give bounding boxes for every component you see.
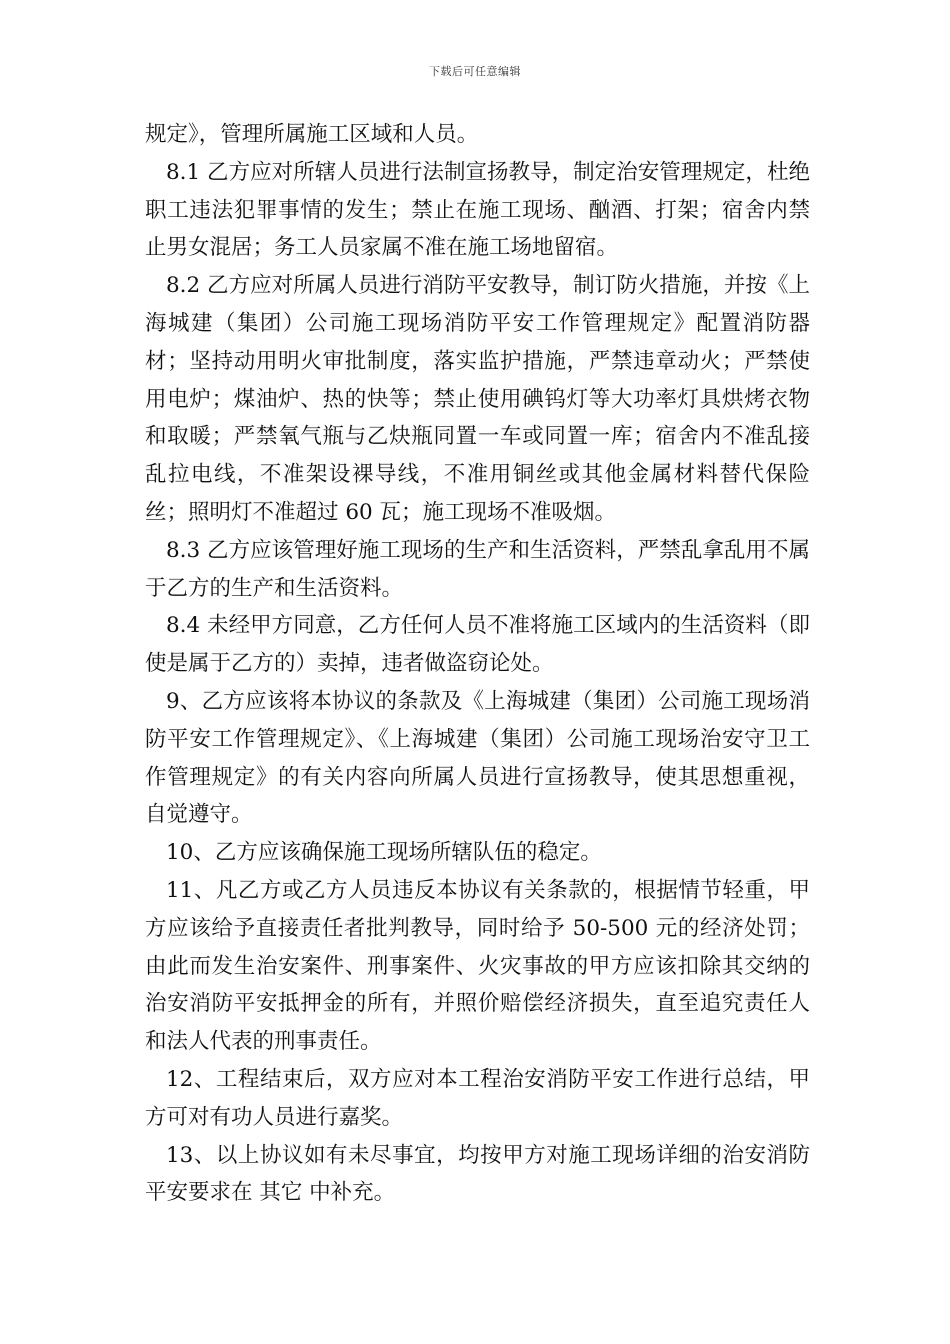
document-body: [145, 116, 810, 1212]
paragraph-continuation: 规定》，管理所属施工区域和人员。: [145, 122, 479, 147]
paragraph-10: 10、乙方应该确保施工现场所辖队伍的稳定。: [166, 840, 602, 866]
paragraph-9: 9、乙方应该将本协议的条款及《上海城建（集团）公司施工现场消防平安工作管理规定》、《上海城建（集团）公司施工现场治安守卫工作管理规定》的有关内容向所属人员进行宣扬教导，使其思想重视，自觉遵守。: [145, 688, 810, 828]
page-header: 下载后可任意编辑: [429, 65, 521, 78]
paragraph-8-1: 8.1 乙方应对所辖人员进行法制宣扬教导，制定治安管理规定，杜绝职工违法犯罪事情的发生；禁止在施工现场、酗酒、打架；宿舍内禁止男女混居；务工人员家属不准在施工场地留宿。: [145, 159, 810, 261]
paragraph-11: 11、凡乙方或乙方人员违反本协议有关条款的，根据情节轻重，甲方应该给予直接责任者批判教导，同时给予 50-500 元的经济处罚；由此而发生治安案件、刑事案件、火灾事故的甲方应该扣除其交纳的治安消防平安抵押金的所有，并照价赔偿经济损失，直至追究责任人和法人代表的刑事责任。: [145, 877, 810, 1055]
paragraph-13: 13、以上协议如有未尽事宜，均按甲方对施工现场详细的治安消防平安要求在 其它 中补充。: [145, 1142, 810, 1206]
paragraph-8-4: 8.4 未经甲方同意，乙方任何人员不准将施工区域内的生活资料（即使是属于乙方的）卖掉，违者做盗窃论处。: [145, 613, 810, 677]
paragraph-12: 12、工程结束后，双方应对本工程治安消防平安工作进行总结，甲方可对有功人员进行嘉奖。: [145, 1066, 810, 1130]
paragraph-8-3: 8.3 乙方应该管理好施工现场的生产和生活资料，严禁乱拿乱用不属于乙方的生产和生活资料。: [145, 537, 810, 601]
paragraph-8-2: 8.2 乙方应对所属人员进行消防平安教导，制订防火措施，并按《上海城建（集团）公司施工现场消防平安工作管理规定》配置消防器材；坚持动用明火审批制度，落实监护措施，严禁违章动火；严禁使用电炉；煤油炉、热的快等；禁止使用碘钨灯等大功率灯具烘烤衣物和取暖；严禁氧气瓶与乙炔瓶同置一车或同置一库；宿舍内不准乱接乱拉电线，不准架设裸导线，不准用铜丝或其他金属材料替代保险丝；照明灯不准超过 60 瓦；施工现场不准吸烟。: [145, 273, 810, 525]
